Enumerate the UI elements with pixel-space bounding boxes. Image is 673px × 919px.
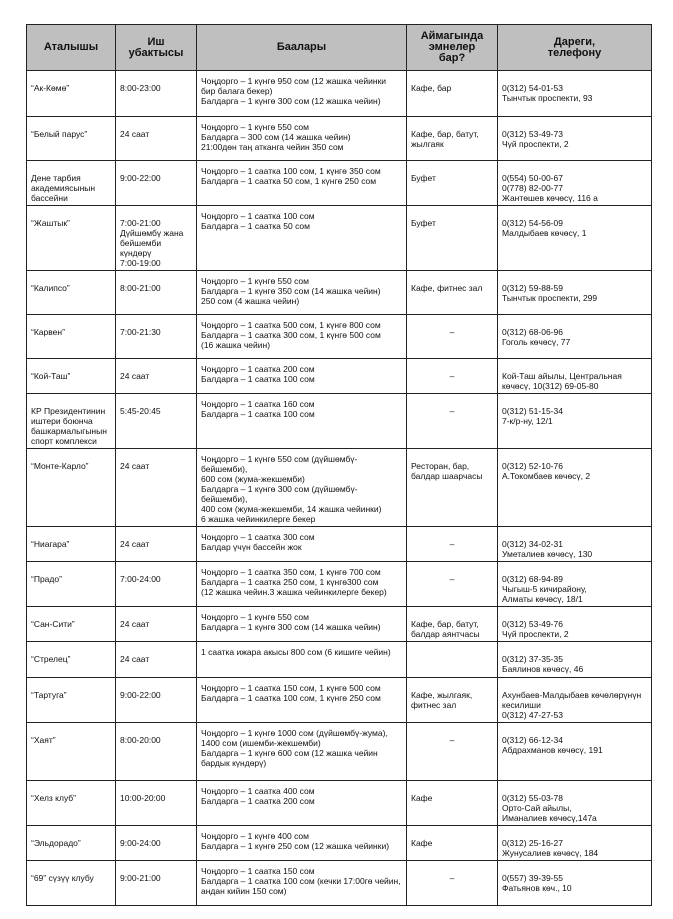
cell-amenities: – — [407, 562, 498, 607]
cell-prices: Чоңдорго – 1 күнгө 400 сом Балдарга – 1 күнгө 250 сом (12 жашка чейинки) — [197, 826, 407, 861]
cell-address: 0(554) 50-00-67 0(778) 82-00-77 Жантөшев көчөсү, 116 а — [498, 161, 652, 206]
cell-amenities: – — [407, 359, 498, 394]
cell-address: 0(312) 59-88-59 Тынчтык проспекти, 299 — [498, 271, 652, 315]
cell-amenities — [407, 642, 498, 678]
cell-address: 0(312) 37-35-35 Баялинов көчөсү, 46 — [498, 642, 652, 678]
header-row — [27, 25, 652, 71]
cell-amenities: Кафе, бар, батут, балдар аянтчасы — [407, 607, 498, 642]
cell-amenities: – — [407, 527, 498, 562]
cell-address: 0(312) 51-15-34 7-к/р-ну, 12/1 — [498, 394, 652, 449]
cell-address: Кой-Таш айылы, Центральная көчөсү, 10(312) 69-05-80 — [498, 359, 652, 394]
cell-hours: 7:00-21:00 Дүйшөмбү жана бейшемби күндөрү 7:00-19:00 — [116, 206, 197, 271]
cell-prices: Чоңдорго – 1 саатка 100 сом, 1 күнгө 350 сом Балдарга – 1 саатка 50 сом, 1 күнгө 250 сом — [197, 161, 407, 206]
cell-prices: Чоңдорго – 1 күнгө 950 сом (12 жашка чейинки бир балага бекер) Балдарга – 1 күнгө 300 сом (12 жашка чейин) — [197, 71, 407, 117]
table-row — [27, 206, 652, 271]
header-hours — [116, 25, 197, 71]
header-hours-text: Иш убактысы — [128, 35, 184, 59]
table-row — [27, 642, 652, 678]
table-row — [27, 562, 652, 607]
table-row — [27, 527, 652, 562]
cell-address: Ахунбаев-Малдыбаев көчөлөрүнүн кесилиши 0(312) 47-27-53 — [498, 678, 652, 723]
cell-name: “Карвен” — [27, 315, 116, 359]
cell-address: 0(312) 68-94-89 Чыгыш-5 кичирайону, Алматы көчөсү, 18/1 — [498, 562, 652, 607]
cell-hours: 7:00-21:30 — [116, 315, 197, 359]
table-row — [27, 315, 652, 359]
cell-name: “Хелз клуб” — [27, 781, 116, 826]
cell-hours: 9:00-21:00 — [116, 861, 197, 906]
table-row — [27, 359, 652, 394]
cell-hours: 24 саат — [116, 449, 197, 527]
cell-amenities: – — [407, 861, 498, 906]
cell-amenities: Ресторан, бар, балдар шаарчасы — [407, 449, 498, 527]
header-amenities-text: Аймагында эмнелер бар? — [420, 30, 484, 64]
cell-address: 0(312) 54-56-09 Малдыбаев көчөсү, 1 — [498, 206, 652, 271]
cell-hours: 7:00-24:00 — [116, 562, 197, 607]
cell-address: 0(312) 68-06-96 Гоголь көчөсү, 77 — [498, 315, 652, 359]
table-row — [27, 723, 652, 781]
cell-hours: 24 саат — [116, 359, 197, 394]
cell-address: 0(312) 52-10-76 А.Токомбаев көчөсү, 2 — [498, 449, 652, 527]
cell-prices: Чоңдорго – 1 саатка 160 сом Балдарга – 1 саатка 100 сом — [197, 394, 407, 449]
pools-table — [26, 24, 652, 906]
cell-amenities: Кафе — [407, 826, 498, 861]
cell-prices: Чоңдорго – 1 күнгө 1000 сом (дүйшөмбү-жума), 1400 сом (ишемби-жекшемби) Балдарга – 1 күнгө 600 сом (12 жашка чейин бардык күндөрү) — [197, 723, 407, 781]
cell-hours: 5:45-20:45 — [116, 394, 197, 449]
cell-name: “Хаят” — [27, 723, 116, 781]
cell-name: “69” сүзүү клубу — [27, 861, 116, 906]
header-name-text: Аталышы — [43, 41, 99, 53]
cell-prices: Чоңдорго – 1 саатка 150 сом, 1 күнгө 500 сом Балдарга – 1 саатка 100 сом, 1 күнгө 250 сом — [197, 678, 407, 723]
table-row — [27, 826, 652, 861]
cell-amenities: – — [407, 723, 498, 781]
cell-address: 0(312) 53-49-73 Чүй проспекти, 2 — [498, 117, 652, 161]
cell-amenities: – — [407, 315, 498, 359]
cell-name: КР Президентинин иштери боюнча башкармалыгынын спорт комплекси — [27, 394, 116, 449]
cell-name: Дене тарбия академиясынын бассейни — [27, 161, 116, 206]
cell-amenities: Буфет — [407, 206, 498, 271]
cell-prices: Чоңдорго – 1 саатка 350 сом, 1 күнгө 700 сом Балдарга – 1 саатка 250 сом, 1 күнгө300 сом (12 жашка чейин.3 жашка чейинкилерге бекер) — [197, 562, 407, 607]
cell-name: “Ак-Көмө” — [27, 71, 116, 117]
cell-name: “Стрелец” — [27, 642, 116, 678]
cell-name: “Жаштык” — [27, 206, 116, 271]
cell-name: “Тартуга” — [27, 678, 116, 723]
cell-amenities: Кафе, жылгаяк, фитнес зал — [407, 678, 498, 723]
header-address — [498, 25, 652, 71]
header-name — [27, 25, 116, 71]
cell-name: “Сан-Сити” — [27, 607, 116, 642]
cell-name: “Ниагара” — [27, 527, 116, 562]
cell-prices: Чоңдорго – 1 саатка 400 сом Балдарга – 1 саатка 200 сом — [197, 781, 407, 826]
cell-hours: 24 саат — [116, 117, 197, 161]
table-row — [27, 449, 652, 527]
cell-prices: Чоңдорго – 1 саатка 200 сом Балдарга – 1 саатка 100 сом — [197, 359, 407, 394]
cell-amenities: Кафе, фитнес зал — [407, 271, 498, 315]
table-row — [27, 71, 652, 117]
header-address-text: Дареги, телефону — [547, 35, 602, 59]
cell-hours: 8:00-23:00 — [116, 71, 197, 117]
table-body — [27, 71, 652, 906]
cell-address: 0(312) 66-12-34 Абдрахманов көчөсү, 191 — [498, 723, 652, 781]
cell-prices: Чоңдорго – 1 саатка 500 сом, 1 күнгө 800 сом Балдарга – 1 саатка 300 сом, 1 күнгө 500 сом (16 жашка чейин) — [197, 315, 407, 359]
cell-address: 0(312) 34-02-31 Уметалиев көчөсү, 130 — [498, 527, 652, 562]
table-row — [27, 781, 652, 826]
cell-prices: Чоңдорго – 1 саатка 150 сом Балдарга – 1 саатка 100 сом (кечки 17:00гө чейин, андан кийин 150 сом) — [197, 861, 407, 906]
header-prices — [197, 25, 407, 71]
cell-prices: Чоңдорго – 1 саатка 100 сом Балдарга – 1 саатка 50 сом — [197, 206, 407, 271]
cell-name: “Прадо” — [27, 562, 116, 607]
cell-hours: 24 саат — [116, 607, 197, 642]
cell-address: 0(312) 25-16-27 Жунусалиев көчөсү, 184 — [498, 826, 652, 861]
cell-name: “Белый парус” — [27, 117, 116, 161]
cell-name: “Калипсо” — [27, 271, 116, 315]
cell-hours: 24 саат — [116, 642, 197, 678]
header-prices-text: Баалары — [276, 41, 327, 53]
cell-hours: 9:00-22:00 — [116, 161, 197, 206]
table-row — [27, 607, 652, 642]
cell-address: 0(312) 55-03-78 Орто-Сай айылы, Иманалиев көчөсү,147а — [498, 781, 652, 826]
cell-hours: 9:00-24:00 — [116, 826, 197, 861]
cell-hours: 9:00-22:00 — [116, 678, 197, 723]
cell-prices: Чоңдорго – 1 саатка 300 сом Балдар үчүн бассейн жок — [197, 527, 407, 562]
cell-hours: 24 саат — [116, 527, 197, 562]
cell-amenities: Кафе, бар — [407, 71, 498, 117]
cell-address: 0(312) 54-01-53 Тынчтык проспекти, 93 — [498, 71, 652, 117]
table-row — [27, 271, 652, 315]
cell-prices: Чоңдорго – 1 күнгө 550 сом (дүйшөмбү-бейшемби), 600 сом (жума-жекшемби) Балдарга – 1 күнгө 300 сом (дүйшөмбү-бейшемби), 400 сом (жума-жекшемби, 14 жашка чейинки) 6 жашка чейинкилерге бекер — [197, 449, 407, 527]
table-row — [27, 161, 652, 206]
cell-amenities: Буфет — [407, 161, 498, 206]
pool-price-sheet — [26, 24, 651, 906]
header-amenities — [407, 25, 498, 71]
cell-hours: 8:00-21:00 — [116, 271, 197, 315]
table-row — [27, 394, 652, 449]
cell-name: “Эльдорадо” — [27, 826, 116, 861]
cell-address: 0(557) 39-39-55 Фатьянов көч., 10 — [498, 861, 652, 906]
cell-hours: 10:00-20:00 — [116, 781, 197, 826]
cell-name: “Кой-Таш” — [27, 359, 116, 394]
cell-address: 0(312) 53-49-76 Чүй проспекти, 2 — [498, 607, 652, 642]
cell-prices: Чоңдорго – 1 күнгө 550 сом Балдарга – 300 сом (14 жашка чейин) 21:00дөн таң атканга чейин 350 сом — [197, 117, 407, 161]
table-row — [27, 117, 652, 161]
cell-prices: Чоңдорго – 1 күнгө 550 сом Балдарга – 1 күнгө 300 сом (14 жашка чейин) — [197, 607, 407, 642]
cell-amenities: Кафе, бар, батут, жылгаяк — [407, 117, 498, 161]
cell-amenities: – — [407, 394, 498, 449]
table-row — [27, 678, 652, 723]
cell-name: “Монте-Карло” — [27, 449, 116, 527]
table-row — [27, 861, 652, 906]
cell-hours: 8:00-20:00 — [116, 723, 197, 781]
cell-prices: Чоңдорго – 1 күнгө 550 сом Балдарга – 1 күнгө 350 сом (14 жашка чейин) 250 сом (4 жашка чейин) — [197, 271, 407, 315]
table-header — [27, 25, 652, 71]
cell-amenities: Кафе — [407, 781, 498, 826]
cell-prices: 1 саатка ижара акысы 800 сом (6 кишиге чейин) — [197, 642, 407, 678]
